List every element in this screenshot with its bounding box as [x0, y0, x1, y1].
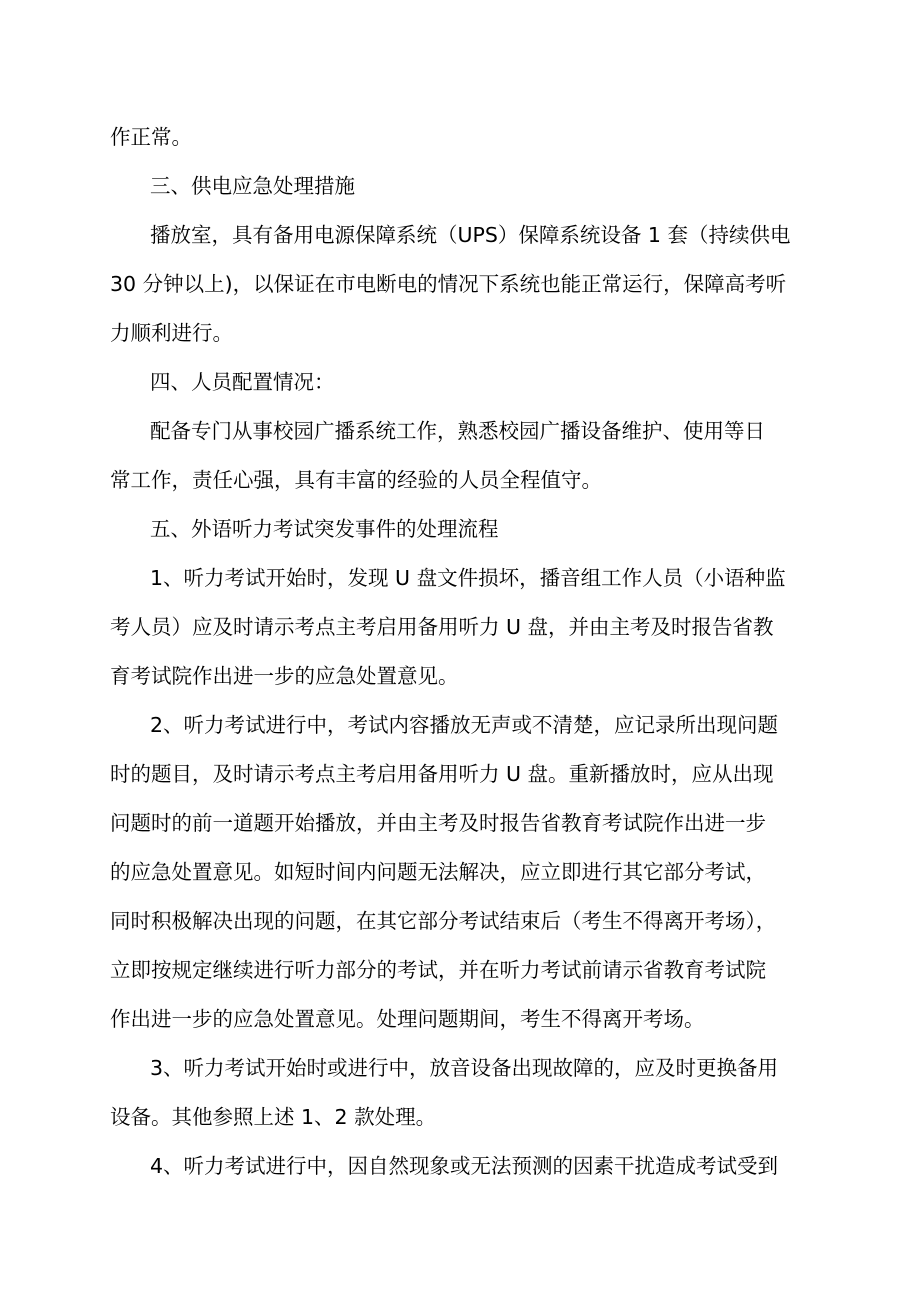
- list-item-line: 育考试院作出进一步的应急处置意见。: [110, 664, 459, 688]
- paragraph-continuation-line: 作正常。: [110, 125, 192, 149]
- list-item-line: 作出进一步的应急处置意见。处理问题期间，考生不得离开考场。: [110, 1007, 705, 1031]
- list-item-line: 同时积极解决出现的问题，在其它部分考试结束后（考生不得离开考场），: [110, 909, 777, 933]
- list-item-line: 考人员）应及时请示考点主考启用备用听力 U 盘，并由主考及时报告省教: [110, 615, 774, 639]
- list-item-line: 设备。其他参照上述 1、2 款处理。: [110, 1105, 437, 1129]
- list-item-line: 1、听力考试开始时，发现 U 盘文件损坏，播音组工作人员（小语种监: [150, 566, 786, 590]
- section-heading-power-emergency: 三、供电应急处理措施: [150, 174, 355, 198]
- section-heading-staffing: 四、人员配置情况：: [150, 370, 335, 394]
- paragraph-line: 配备专门从事校园广播系统工作，熟悉校园广播设备维护、使用等日: [150, 419, 765, 443]
- list-item-line: 3、听力考试开始时或进行中，放音设备出现故障的，应及时更换备用: [150, 1056, 779, 1080]
- paragraph-line: 力顺利进行。: [110, 321, 233, 345]
- section-heading-listening-exam-process: 五、外语听力考试突发事件的处理流程: [150, 517, 499, 541]
- paragraph-line: 播放室，具有备用电源保障系统（UPS）保障系统设备 1 套（持续供电: [150, 223, 791, 247]
- list-item-line: 的应急处置意见。如短时间内问题无法解决，应立即进行其它部分考试，: [110, 860, 766, 884]
- paragraph-line: 常工作，责任心强，具有丰富的经验的人员全程值守。: [110, 468, 602, 492]
- document-body: [110, 113, 810, 1191]
- list-item-line: 2、听力考试进行中，考试内容播放无声或不清楚，应记录所出现问题: [150, 713, 779, 737]
- list-item-line: 立即按规定继续进行听力部分的考试，并在听力考试前请示省教育考试院: [110, 958, 766, 982]
- list-item-line: 问题时的前一道题开始播放，并由主考及时报告省教育考试院作出进一步: [110, 811, 766, 835]
- paragraph-line: 30 分钟以上)，以保证在市电断电的情况下系统也能正常运行，保障高考听: [110, 272, 787, 296]
- list-item-line: 时的题目，及时请示考点主考启用备用听力 U 盘。重新播放时，应从出现: [110, 762, 774, 786]
- list-item-line: 4、听力考试进行中，因自然现象或无法预测的因素干扰造成考试受到: [150, 1154, 779, 1178]
